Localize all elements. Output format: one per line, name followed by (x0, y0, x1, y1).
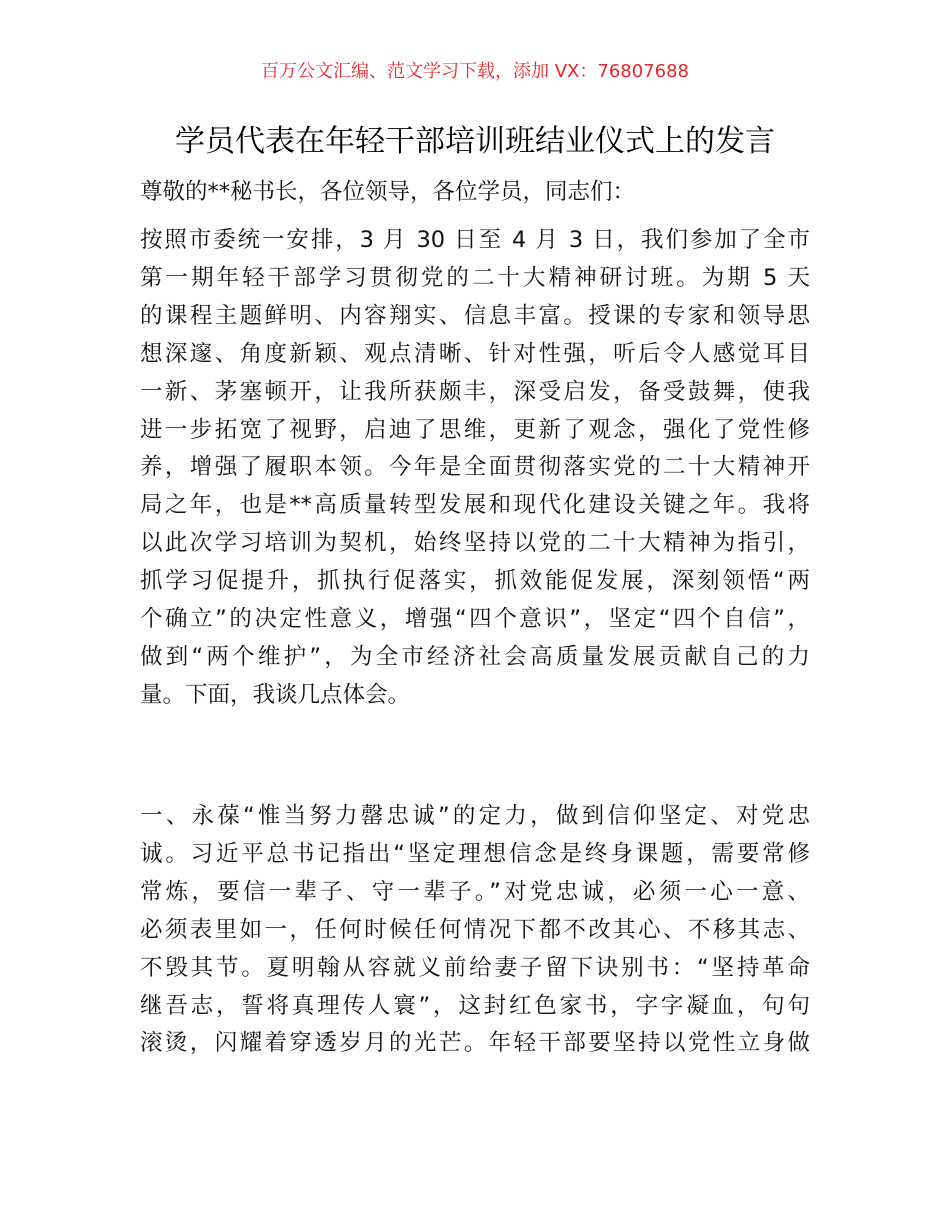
paragraph-line: 进一步拓宽了视野，启迪了思维，更新了观念，强化了党性修 (140, 416, 810, 443)
salutation (140, 174, 810, 212)
paragraph-line: 一、永葆“惟当努力罄忠诚”的定力，做到信仰坚定、对党忠 (140, 803, 810, 829)
paragraph-line: 诚。习近平总书记指出“坚定理想信念是终身课题，需要常修 (140, 840, 810, 867)
paragraph-line: 一新、茅塞顿开，让我所获颇丰，深受启发，备受鼓舞，使我 (140, 378, 810, 405)
paragraph-line: 抓学习促提升，抓执行促落实，抓效能促发展，深刻领悟“两 (140, 568, 810, 595)
paragraph-line: 滚烫，闪耀着穿透岁月的光芒。年轻干部要坚持以党性立身做 (140, 1030, 810, 1057)
watermark-header: 百万公文汇编、范文学习下载，添加 VX：76807688 (261, 61, 689, 82)
paragraph-line: 第一期年轻干部学习贯彻党的二十大精神研讨班。为期 5 天 (140, 264, 810, 291)
paragraph-line: 量。下面，我谈几点体会。 (140, 681, 411, 708)
paragraph-2 (140, 798, 810, 1063)
paragraph-line: 个确立”的决定性意义，增强“四个意识”，坚定“四个自信”， (140, 606, 810, 633)
paragraph-line: 必须表里如一，任何时候任何情况下都不改其心、不移其志、 (140, 916, 810, 943)
paragraph-line: 以此次学习培训为契机，始终坚持以党的二十大精神为指引， (140, 530, 810, 557)
paragraph-line: 不毁其节。夏明翰从容就义前给妻子留下诀别书：“坚持革命 (140, 954, 810, 981)
paragraph-line: 常炼，要信一辈子、守一辈子。”对党忠诚，必须一心一意、 (140, 878, 810, 905)
salutation-text: 尊敬的**秘书长，各位领导，各位学员，同志们： (140, 179, 636, 205)
paragraph-line: 想深邃、角度新颖、观点清晰、针对性强，听后令人感觉耳目 (140, 340, 810, 367)
paragraph-line: 的课程主题鲜明、内容翔实、信息丰富。授课的专家和领导思 (140, 302, 810, 329)
paragraph-line: 养，增强了履职本领。今年是全面贯彻落实党的二十大精神开 (140, 454, 810, 481)
paragraph-line: 按照市委统一安排，3 月 30 日至 4 月 3 日，我们参加了全市 (140, 227, 810, 253)
paragraph-line: 做到“两个维护”，为全市经济社会高质量发展贡献自己的力 (140, 643, 810, 670)
paragraph-1 (140, 222, 810, 715)
paragraph-line: 继吾志，誓将真理传人寰”，这封红色家书，字字凝血，句句 (140, 992, 810, 1019)
paragraph-line: 局之年，也是**高质量转型发展和现代化建设关键之年。我将 (140, 492, 810, 519)
document-title: 学员代表在年轻干部培训班结业仪式上的发言 (175, 124, 775, 159)
